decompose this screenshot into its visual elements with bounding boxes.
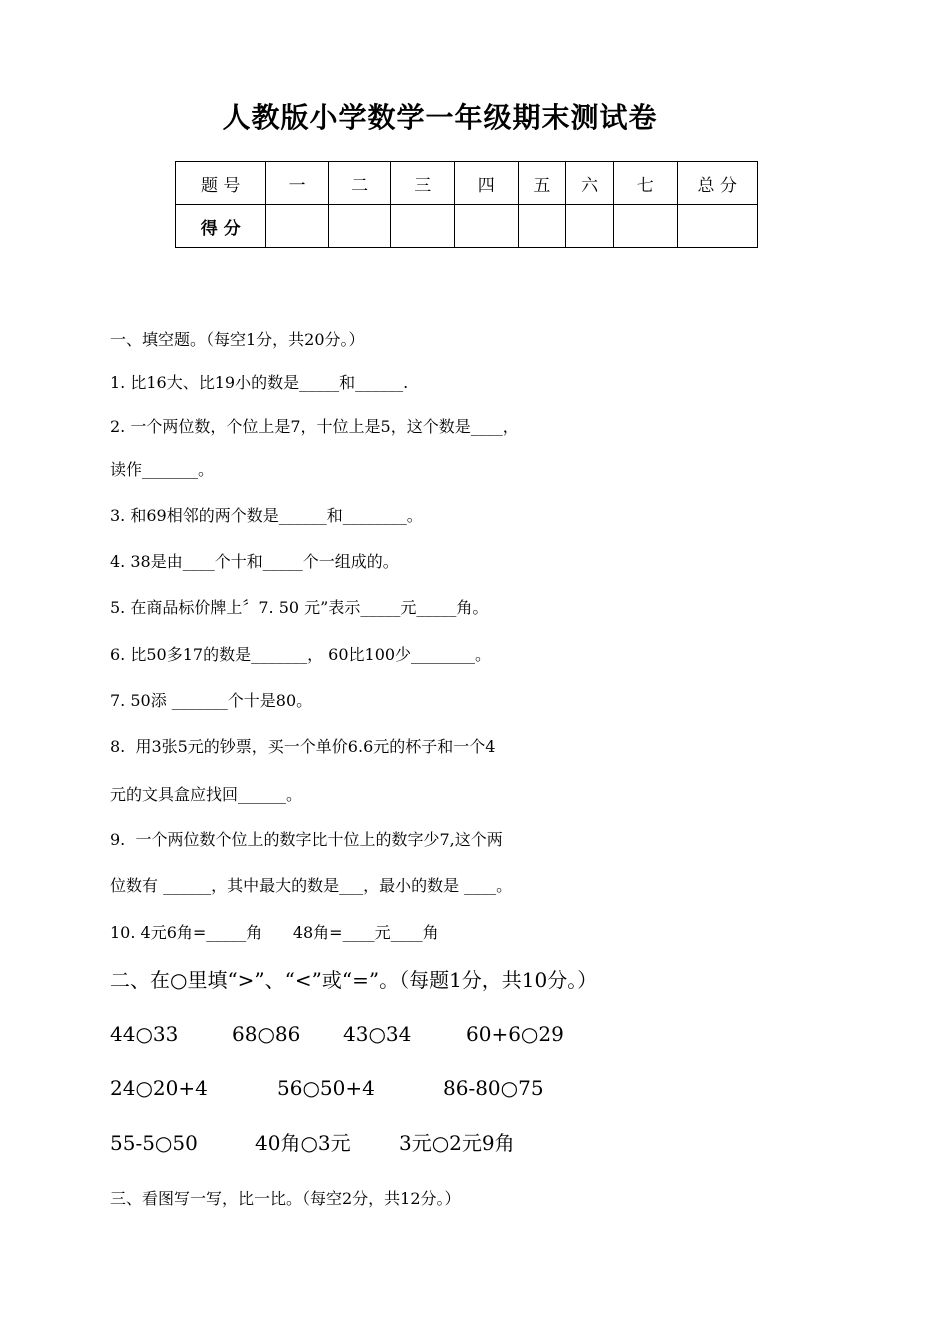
score-cell-2[interactable] (328, 205, 391, 248)
question-5: 5. 在商品标价牌上〞7. 50 元”表示_____元_____角。 (110, 598, 489, 617)
question-2: 2. 一个两位数，个位上是7，十位上是5，这个数是____， (110, 417, 519, 436)
header-cell-2: 二 (328, 162, 391, 205)
compare-item: 24○20+4 (110, 1076, 208, 1100)
header-cell-7: 七 (613, 162, 677, 205)
score-table-header-row (176, 162, 758, 205)
compare-item: 60+6○29 (466, 1022, 564, 1046)
compare-item: 86-80○75 (443, 1076, 544, 1100)
question-7: 7. 50添 _______个十是80。 (110, 691, 313, 710)
header-cell-total: 总 分 (677, 162, 757, 205)
header-cell-3: 三 (391, 162, 455, 205)
compare-item: 68○86 (232, 1022, 301, 1046)
score-table (175, 161, 758, 248)
compare-item: 56○50+4 (277, 1076, 375, 1100)
header-cell-6: 六 (566, 162, 614, 205)
question-6: 6. 比50多17的数是_______， 60比100少________。 (110, 645, 492, 664)
header-cell-5: 五 (518, 162, 566, 205)
score-cell-3[interactable] (391, 205, 455, 248)
section1-heading: 一、填空题。（每空1分，共20分。） (110, 330, 365, 349)
section3-heading: 三、看图写一写，比一比。（每空2分，共12分。） (110, 1189, 461, 1208)
header-cell-1: 一 (266, 162, 329, 205)
score-cell-7[interactable] (613, 205, 677, 248)
score-table-score-row (176, 205, 758, 248)
question-10: 10. 4元6角=_____角 48角=____元____角 (110, 923, 439, 942)
score-cell-1[interactable] (266, 205, 329, 248)
score-row-label: 得 分 (176, 205, 266, 248)
score-cell-6[interactable] (566, 205, 614, 248)
header-cell-label: 题 号 (176, 162, 266, 205)
page-title: 人教版小学数学一年级期末测试卷 (222, 101, 658, 134)
question-8: 8. 用3张5元的钞票，买一个单价6.6元的杯子和一个4 (110, 737, 496, 756)
header-cell-4: 四 (454, 162, 518, 205)
question-8-continued: 元的文具盒应找回______。 (110, 785, 303, 804)
question-3: 3. 和69相邻的两个数是______和________。 (110, 506, 423, 525)
compare-item: 43○34 (343, 1022, 412, 1046)
question-9: 9. 一个两位数个位上的数字比十位上的数字少7,这个两 (110, 830, 503, 849)
compare-item: 3元○2元9角 (399, 1131, 515, 1155)
question-2-continued: 读作_______。 (110, 460, 215, 479)
compare-item: 40角○3元 (255, 1131, 351, 1155)
compare-item: 55-5○50 (110, 1131, 198, 1155)
compare-item: 44○33 (110, 1022, 179, 1046)
section2-heading: 二、在○里填“>”、“<”或“=”。（每题1分，共10分。） (110, 968, 598, 992)
score-cell-total[interactable] (677, 205, 757, 248)
question-4: 4. 38是由____个十和_____个一组成的。 (110, 552, 399, 571)
score-cell-5[interactable] (518, 205, 566, 248)
score-cell-4[interactable] (454, 205, 518, 248)
question-9-continued: 位数有 ______，其中最大的数是___，最小的数是 ____。 (110, 876, 513, 895)
question-1: 1. 比16大、比19小的数是_____和______. (110, 373, 409, 392)
